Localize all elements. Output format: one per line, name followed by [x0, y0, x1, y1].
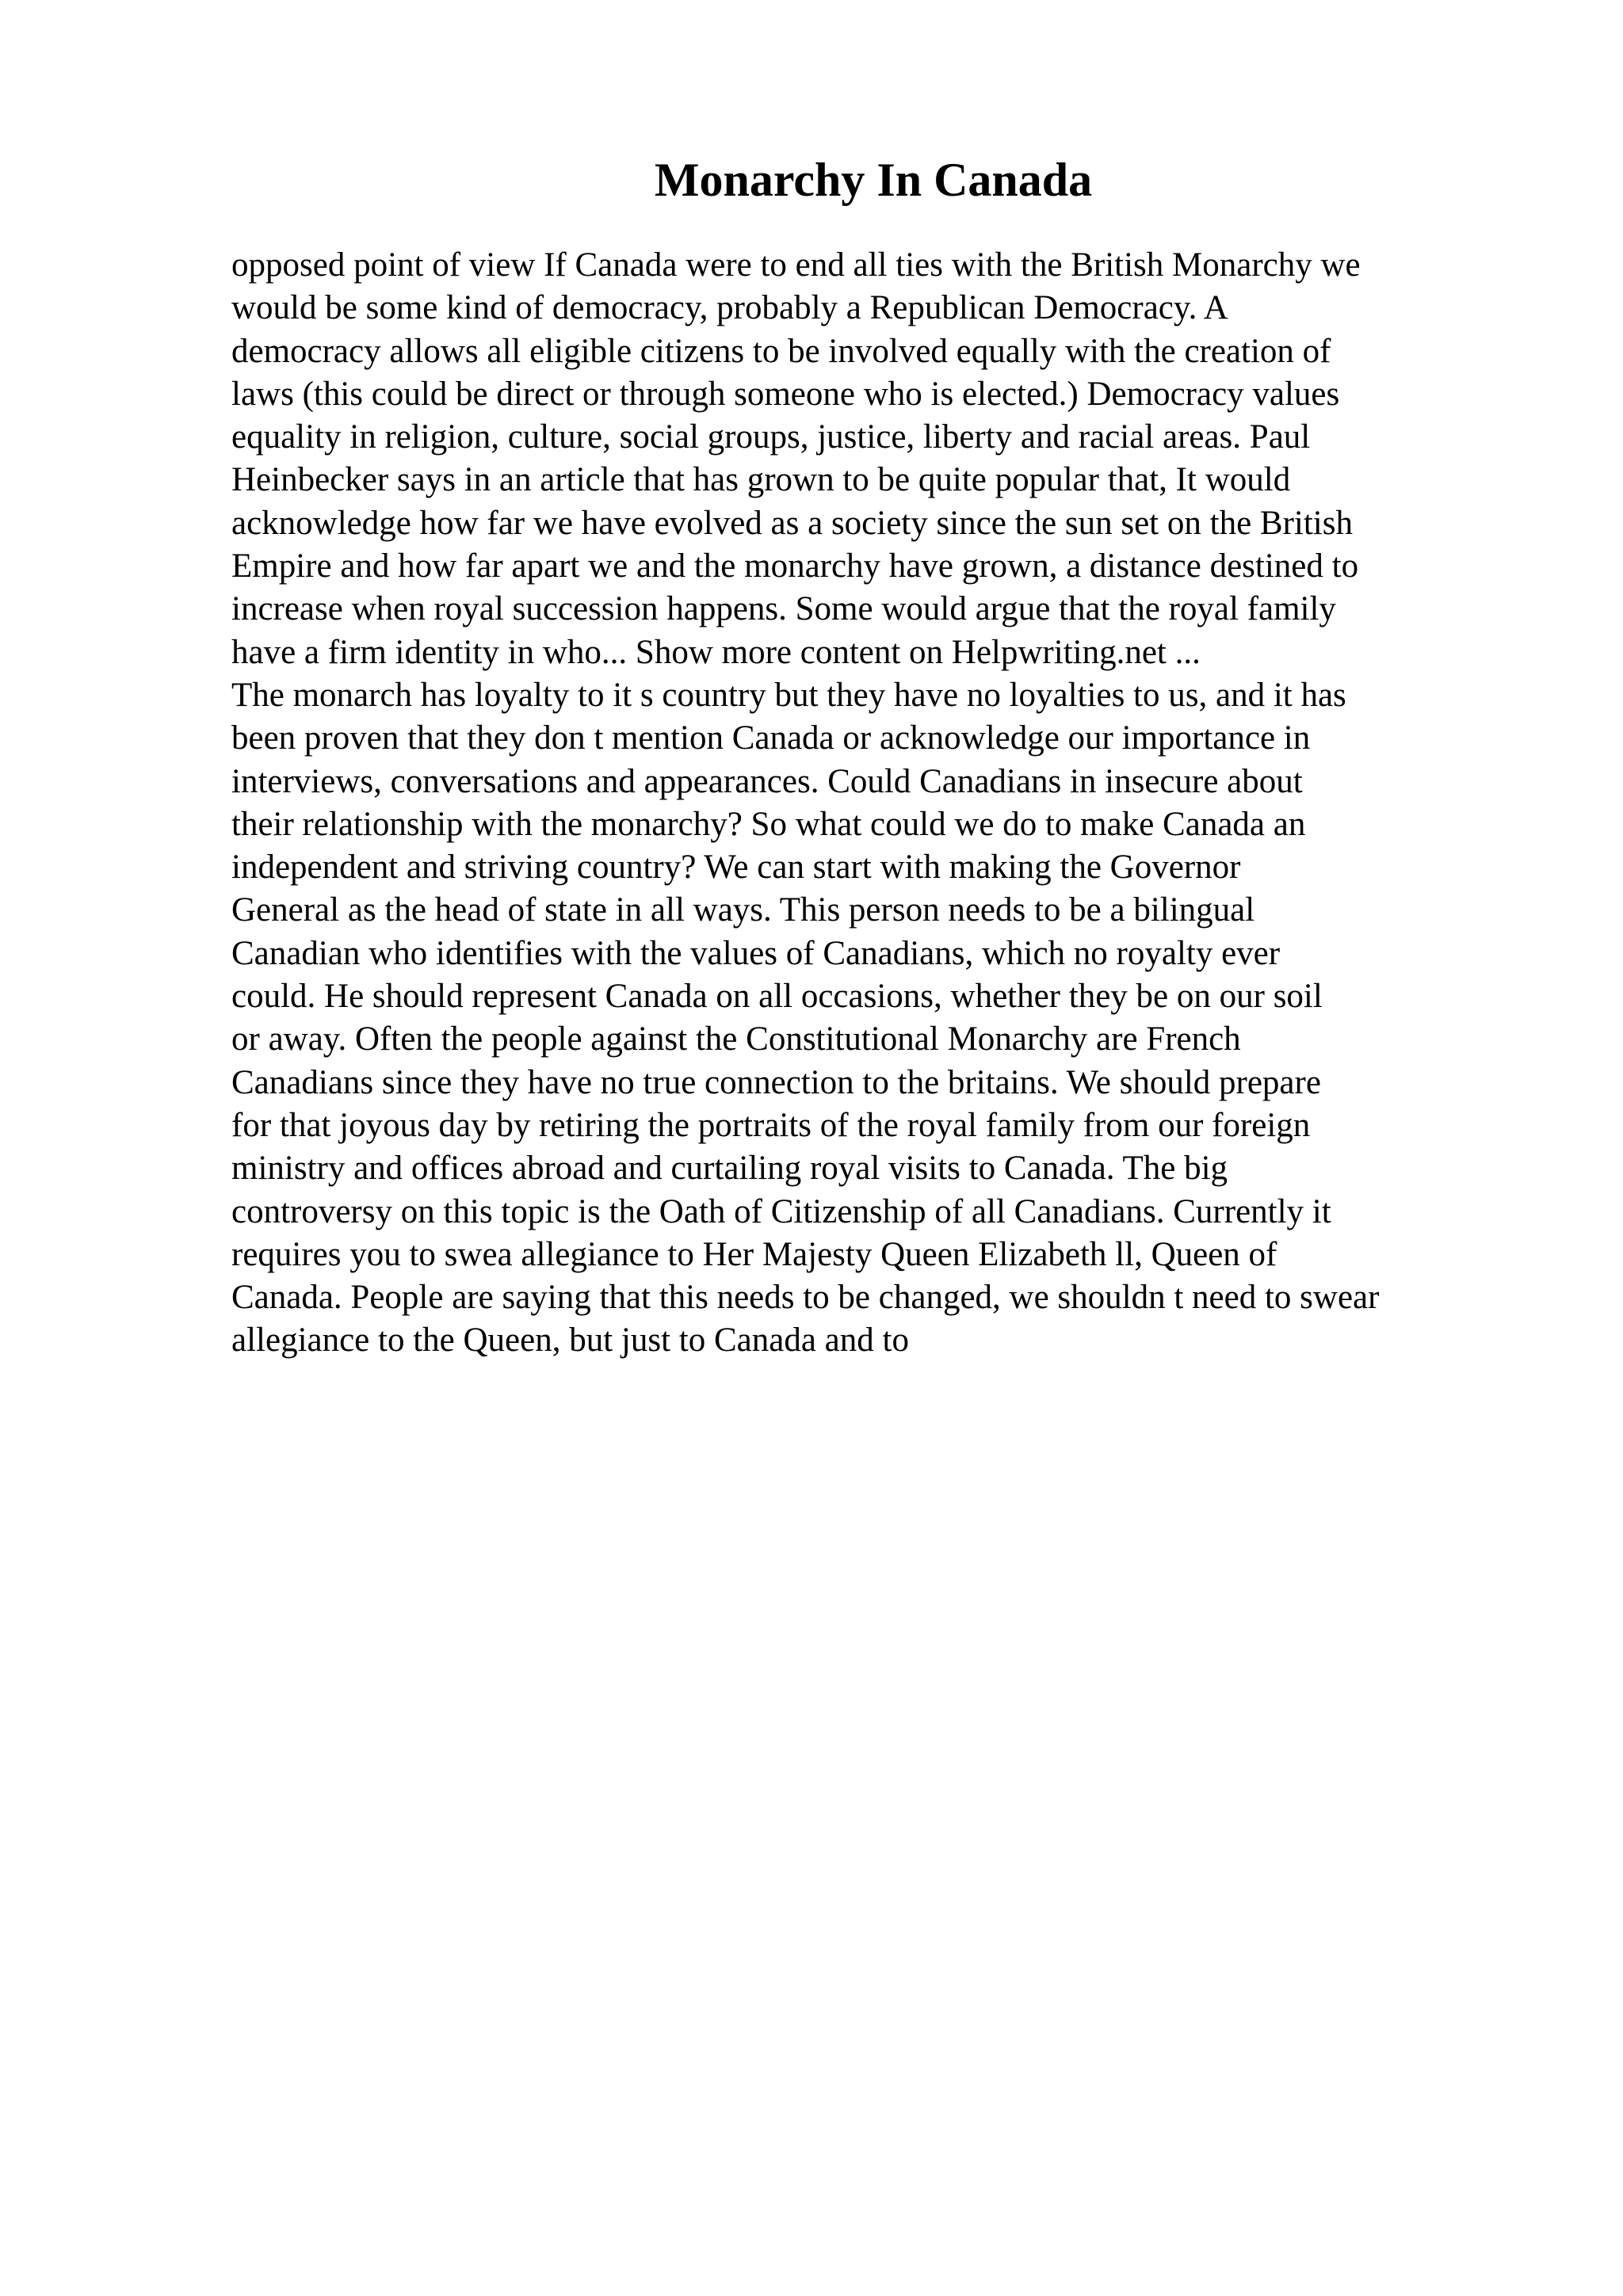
text-line: acknowledge how far we have evolved as a society since the sun set on the British — [231, 504, 1353, 542]
text-line: would be some kind of democracy, probably a Republican Democracy. A — [231, 289, 1228, 327]
text-line: Heinbecker says in an article that has grown to be quite popular that, It would — [231, 461, 1291, 499]
text-line: could. He should represent Canada on all occasions, whether they be on our soil — [231, 978, 1323, 1016]
text-line: Canadians since they have no true connection to the britains. We should prepare — [231, 1063, 1321, 1101]
text-line: equality in religion, culture, social groups, justice, liberty and racial areas. Paul — [231, 418, 1311, 456]
text-line: Canada. People are saying that this needs to be changed, we shouldn t need to swear — [231, 1279, 1380, 1317]
text-line: increase when royal succession happens. Some would argue that the royal family — [231, 590, 1336, 628]
text-line: independent and striving country? We can start with making the Governor — [231, 849, 1241, 887]
text-line: General as the head of state in all ways. This person needs to be a bilingual — [231, 891, 1255, 929]
text-line: for that joyous day by retiring the portraits of the royal family from our foreign — [231, 1106, 1311, 1144]
text-line: allegiance to the Queen, but just to Canada and to — [231, 1322, 909, 1360]
text-line: Empire and how far apart we and the monarchy have grown, a distance destined to — [231, 547, 1359, 585]
text-line: requires you to swea allegiance to Her Majesty Queen Elizabeth ll, Queen of — [231, 1235, 1277, 1273]
text-line: or away. Often the people against the Constitutional Monarchy are French — [231, 1020, 1241, 1058]
text-line: ministry and offices abroad and curtailing royal visits to Canada. The big — [231, 1150, 1228, 1188]
text-line: The monarch has loyalty to it s country but they have no loyalties to us, and it has — [231, 676, 1346, 714]
text-line: their relationship with the monarchy? So what could we do to make Canada an — [231, 805, 1306, 843]
text-line: democracy allows all eligible citizens to be involved equally with the creation of — [231, 332, 1331, 370]
body-text — [231, 244, 1515, 1363]
text-line: been proven that they don t mention Canada or acknowledge our importance in — [231, 719, 1311, 757]
text-line: Canadian who identifies with the values of Canadians, which no royalty ever — [231, 934, 1281, 972]
page-title: Monarchy In Canada — [654, 154, 1093, 206]
text-line: have a firm identity in who... Show more content on Helpwriting.net ... — [231, 633, 1201, 671]
text-line: laws (this could be direct or through someone who is elected.) Democracy values — [231, 375, 1340, 413]
text-line: opposed point of view If Canada were to end all ties with the British Monarchy we — [231, 246, 1361, 284]
text-line: interviews, conversations and appearances. Could Canadians in insecure about — [231, 762, 1303, 800]
text-line: controversy on this topic is the Oath of Citizenship of all Canadians. Currently it — [231, 1192, 1331, 1230]
